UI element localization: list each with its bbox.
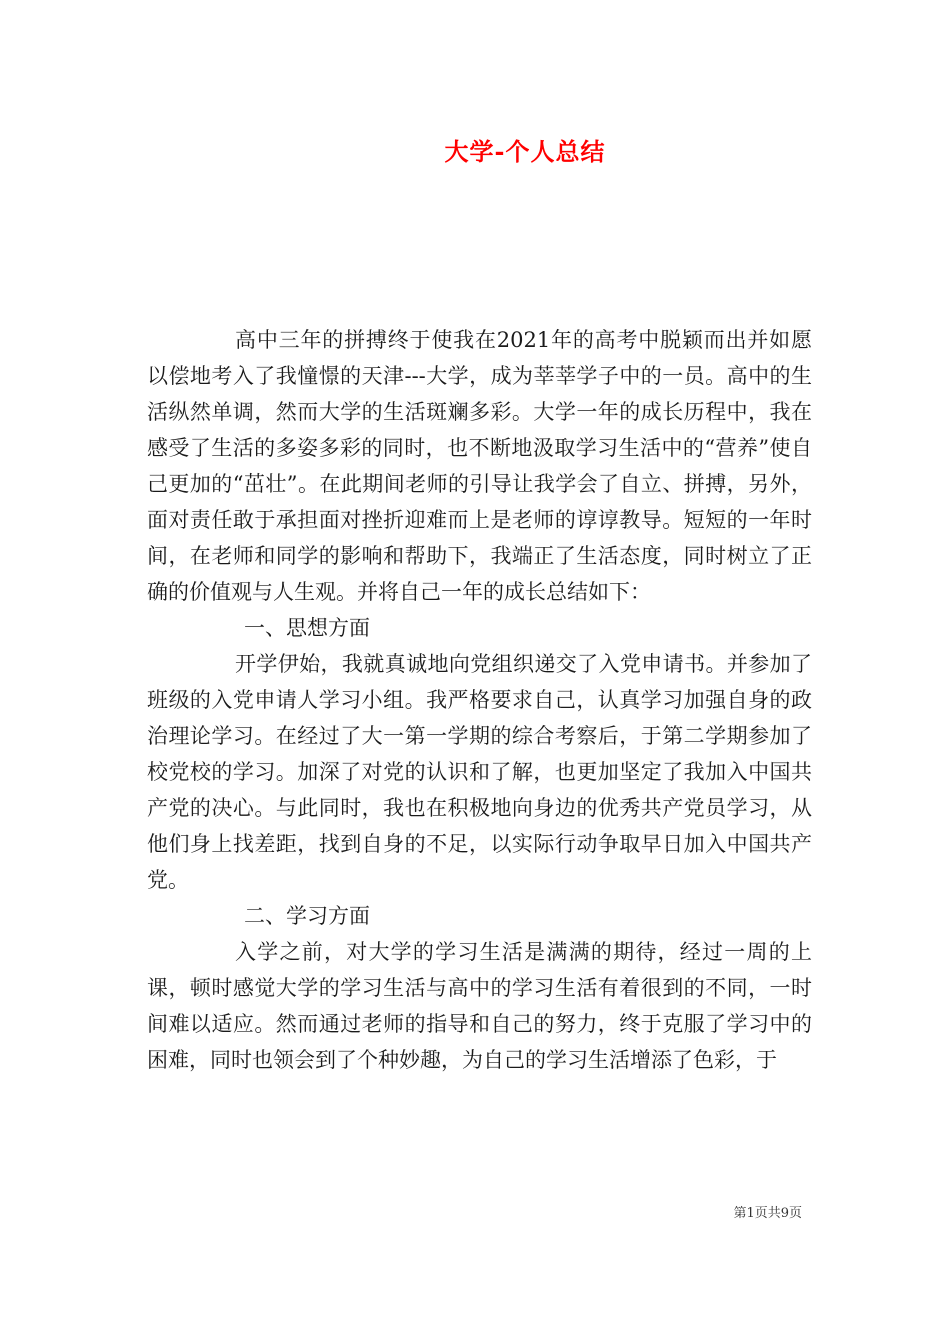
page-number: 第1页共9页 [733,1206,802,1221]
paragraph-study: 入学之前，对大学的学习生活是满满的期待，经过一周的上课，顿时感觉大学的学习生活与高中的学习生活有着很到的不同，一时间难以适应。然而通过老师的指导和自己的努力，终于克服了学习中的困难，同时也领会到了个种妙趣，为自己的学习生活增添了色彩，于 [147,940,812,1072]
paragraph-intro: 高中三年的拼搏终于使我在2021年的高考中脱颖而出并如愿以偿地考入了我憧憬的天津---大学，成为莘莘学子中的一员。高中的生活纵然单调，然而大学的生活斑斓多彩。大学一年的成长历程中，我在感受了生活的多姿多彩的同时，也不断地汲取学习生活中的“营养”使自己更加的“茁壮”。在此期间老师的引导让我学会了自立、拼搏，另外，面对责任敢于承担面对挫折迎难而上是老师的谆谆教导。短短的一年时间，在老师和同学的影响和帮助下，我端正了生活态度，同时树立了正确的价值观与人生观。并将自己一年的成长总结如下： [147,328,812,604]
section-heading-study: 二、学习方面 [244,904,370,928]
paragraph-thought: 开学伊始，我就真诚地向党组织递交了入党申请书。并参加了班级的入党申请人学习小组。我严格要求自己，认真学习加强自身的政治理论学习。在经过了大一第一学期的综合考察后，于第二学期参加了校党校的学习。加深了对党的认识和了解，也更加坚定了我加入中国共产党的决心。与此同时，我也在积极地向身边的优秀共产党员学习，从他们身上找差距，找到自身的不足，以实际行动争取早日加入中国共产党。 [147,652,812,892]
document-title: 大学-个人总结 [444,137,606,166]
section-heading-thought: 一、思想方面 [244,616,370,640]
document-body [147,322,812,1078]
